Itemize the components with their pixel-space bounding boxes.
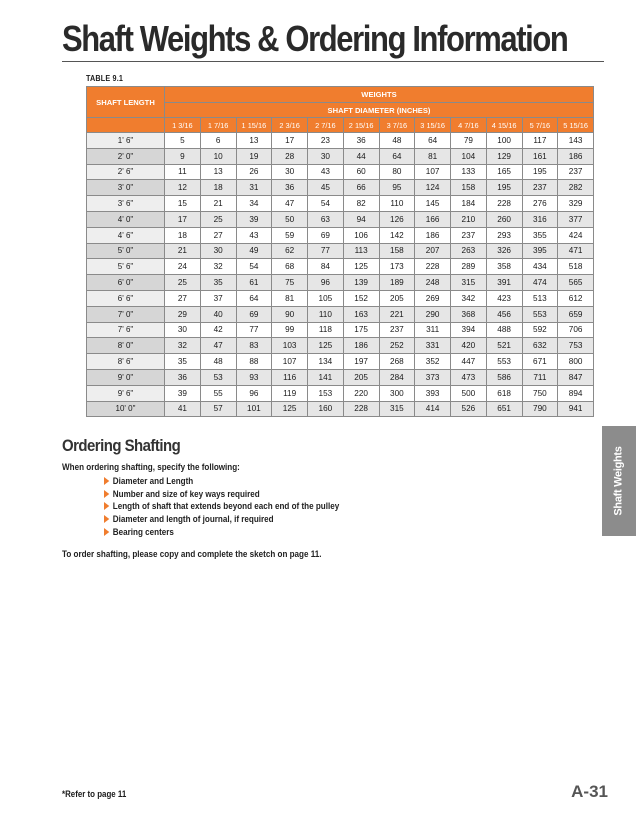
weight-cell: 48 xyxy=(200,354,236,370)
table-label: TABLE 9.1 xyxy=(86,74,124,83)
weight-cell: 526 xyxy=(451,401,487,417)
weight-cell: 289 xyxy=(451,259,487,275)
weight-cell: 228 xyxy=(343,401,379,417)
weight-cell: 393 xyxy=(415,385,451,401)
triangle-right-icon xyxy=(104,490,109,498)
weight-cell: 352 xyxy=(415,354,451,370)
diameter-header-cell: 2 7/16 xyxy=(308,118,344,133)
weight-cell: 125 xyxy=(272,401,308,417)
weight-cell: 186 xyxy=(415,227,451,243)
shaft-length-cell: 8' 0" xyxy=(87,338,165,354)
weight-cell: 48 xyxy=(379,133,415,149)
weight-cell: 184 xyxy=(451,196,487,212)
weight-cell: 119 xyxy=(272,385,308,401)
shaft-length-cell: 4' 6" xyxy=(87,227,165,243)
weight-cell: 373 xyxy=(415,369,451,385)
weight-cell: 44 xyxy=(343,148,379,164)
shaft-length-cell: 7' 0" xyxy=(87,306,165,322)
weight-cell: 45 xyxy=(308,180,344,196)
list-item xyxy=(104,513,339,526)
weight-cell: 750 xyxy=(522,385,558,401)
table-row xyxy=(87,227,594,243)
weight-cell: 651 xyxy=(486,401,522,417)
weight-cell: 158 xyxy=(379,243,415,259)
weight-cell: 129 xyxy=(486,148,522,164)
weight-cell: 237 xyxy=(522,180,558,196)
weight-cell: 17 xyxy=(165,211,201,227)
weight-cell: 394 xyxy=(451,322,487,338)
diameter-header-cell: 1 3/16 xyxy=(165,118,201,133)
list-item xyxy=(104,488,339,501)
diameter-header-cell: 3 7/16 xyxy=(379,118,415,133)
weight-cell: 282 xyxy=(558,180,594,196)
shaft-length-cell: 4' 0" xyxy=(87,211,165,227)
weight-cell: 66 xyxy=(343,180,379,196)
shaft-length-cell: 1' 6" xyxy=(87,133,165,149)
weight-cell: 13 xyxy=(236,133,272,149)
weight-cell: 197 xyxy=(343,354,379,370)
table-row xyxy=(87,259,594,275)
table-row xyxy=(87,275,594,291)
weight-cell: 35 xyxy=(200,275,236,291)
weight-cell: 49 xyxy=(236,243,272,259)
weight-cell: 36 xyxy=(272,180,308,196)
weight-cell: 210 xyxy=(451,211,487,227)
weight-cell: 753 xyxy=(558,338,594,354)
weight-cell: 894 xyxy=(558,385,594,401)
ordering-section-title: Ordering Shafting xyxy=(62,436,181,455)
weight-cell: 26 xyxy=(236,164,272,180)
weight-cell: 163 xyxy=(343,306,379,322)
weight-cell: 39 xyxy=(165,385,201,401)
weight-cell: 145 xyxy=(415,196,451,212)
weight-cell: 27 xyxy=(200,227,236,243)
weight-cell: 139 xyxy=(343,275,379,291)
weight-cell: 40 xyxy=(200,306,236,322)
shaft-length-cell: 8' 6" xyxy=(87,354,165,370)
weight-cell: 36 xyxy=(165,369,201,385)
weight-cell: 30 xyxy=(272,164,308,180)
table-row xyxy=(87,290,594,306)
weight-cell: 32 xyxy=(165,338,201,354)
weight-cell: 424 xyxy=(558,227,594,243)
shaft-length-header: SHAFT LENGTH xyxy=(87,87,165,118)
list-item-label: Number and size of key ways required xyxy=(112,488,260,499)
list-item-label: Bearing centers xyxy=(112,526,174,537)
weight-cell: 500 xyxy=(451,385,487,401)
diameter-header-cell: 5 15/16 xyxy=(558,118,594,133)
weight-cell: 133 xyxy=(451,164,487,180)
list-item-label: Length of shaft that extends beyond each end of the pulley xyxy=(112,501,340,512)
weight-cell: 205 xyxy=(379,290,415,306)
weight-cell: 134 xyxy=(308,354,344,370)
weight-cell: 54 xyxy=(236,259,272,275)
diameter-header-cell: 3 15/16 xyxy=(415,118,451,133)
table-row xyxy=(87,338,594,354)
shaft-length-cell: 10' 0" xyxy=(87,401,165,417)
list-item xyxy=(104,500,339,513)
weight-cell: 315 xyxy=(379,401,415,417)
weight-cell: 195 xyxy=(486,180,522,196)
triangle-right-icon xyxy=(104,515,109,523)
list-item xyxy=(104,525,339,538)
weight-cell: 28 xyxy=(272,148,308,164)
weight-cell: 228 xyxy=(415,259,451,275)
weight-cell: 565 xyxy=(558,275,594,291)
weight-cell: 63 xyxy=(308,211,344,227)
weight-cell: 521 xyxy=(486,338,522,354)
weight-cell: 355 xyxy=(522,227,558,243)
diameter-header-cell: 2 3/16 xyxy=(272,118,308,133)
weight-cell: 107 xyxy=(272,354,308,370)
weight-cell: 23 xyxy=(308,133,344,149)
ordering-outro: To order shafting, please copy and complete the sketch on page 11. xyxy=(62,549,322,559)
shaft-length-cell: 6' 0" xyxy=(87,275,165,291)
weight-cell: 100 xyxy=(486,133,522,149)
weight-cell: 161 xyxy=(522,148,558,164)
weight-cell: 553 xyxy=(522,306,558,322)
shaft-length-cell: 2' 0" xyxy=(87,148,165,164)
weight-cell: 36 xyxy=(343,133,379,149)
weight-cell: 205 xyxy=(343,369,379,385)
weight-cell: 12 xyxy=(165,180,201,196)
weight-cell: 143 xyxy=(558,133,594,149)
list-item-label: Diameter and length of journal, if required xyxy=(112,514,274,525)
shaft-length-cell: 5' 6" xyxy=(87,259,165,275)
weight-cell: 30 xyxy=(308,148,344,164)
weight-cell: 9 xyxy=(165,148,201,164)
shaft-length-cell: 7' 6" xyxy=(87,322,165,338)
weight-cell: 18 xyxy=(165,227,201,243)
weight-cell: 77 xyxy=(308,243,344,259)
weight-cell: 117 xyxy=(522,133,558,149)
weight-cell: 81 xyxy=(272,290,308,306)
weight-cell: 358 xyxy=(486,259,522,275)
weight-cell: 125 xyxy=(343,259,379,275)
diameter-header-cell: 2 15/16 xyxy=(343,118,379,133)
weight-cell: 706 xyxy=(558,322,594,338)
table-row xyxy=(87,354,594,370)
weight-cell: 95 xyxy=(379,180,415,196)
weight-cell: 13 xyxy=(200,164,236,180)
weight-cell: 414 xyxy=(415,401,451,417)
diameter-header-cell: 1 15/16 xyxy=(236,118,272,133)
diameter-header-cell: 4 15/16 xyxy=(486,118,522,133)
weight-cell: 166 xyxy=(415,211,451,227)
weight-cell: 800 xyxy=(558,354,594,370)
weight-cell: 315 xyxy=(451,275,487,291)
weight-cell: 103 xyxy=(272,338,308,354)
weight-cell: 391 xyxy=(486,275,522,291)
weight-cell: 39 xyxy=(236,211,272,227)
weight-cell: 42 xyxy=(200,322,236,338)
weight-cell: 263 xyxy=(451,243,487,259)
table-row xyxy=(87,164,594,180)
page-title: Shaft Weights & Ordering Information xyxy=(62,18,568,59)
weight-cell: 142 xyxy=(379,227,415,243)
weight-cell: 30 xyxy=(200,243,236,259)
weight-cell: 18 xyxy=(200,180,236,196)
weight-cell: 847 xyxy=(558,369,594,385)
triangle-right-icon xyxy=(104,502,109,510)
weight-cell: 124 xyxy=(415,180,451,196)
shaft-length-cell: 3' 6" xyxy=(87,196,165,212)
weight-cell: 290 xyxy=(415,306,451,322)
weight-cell: 68 xyxy=(272,259,308,275)
weight-cell: 331 xyxy=(415,338,451,354)
weight-cell: 165 xyxy=(486,164,522,180)
shaft-length-cell: 2' 6" xyxy=(87,164,165,180)
table-row xyxy=(87,369,594,385)
weight-cell: 60 xyxy=(343,164,379,180)
weight-cell: 17 xyxy=(272,133,308,149)
weight-cell: 152 xyxy=(343,290,379,306)
weight-cell: 125 xyxy=(308,338,344,354)
table-row xyxy=(87,133,594,149)
weight-cell: 29 xyxy=(165,306,201,322)
weight-cell: 420 xyxy=(451,338,487,354)
footnote: *Refer to page 11 xyxy=(62,789,127,799)
weight-cell: 24 xyxy=(165,259,201,275)
table-row xyxy=(87,401,594,417)
weight-cell: 37 xyxy=(200,290,236,306)
weight-cell: 423 xyxy=(486,290,522,306)
weight-cell: 175 xyxy=(343,322,379,338)
weight-cell: 711 xyxy=(522,369,558,385)
weight-cell: 15 xyxy=(165,196,201,212)
weight-cell: 10 xyxy=(200,148,236,164)
weight-cell: 195 xyxy=(522,164,558,180)
weight-cell: 260 xyxy=(486,211,522,227)
weight-cell: 43 xyxy=(236,227,272,243)
table-row xyxy=(87,385,594,401)
weight-cell: 30 xyxy=(165,322,201,338)
weight-cell: 311 xyxy=(415,322,451,338)
weight-cell: 456 xyxy=(486,306,522,322)
weight-cell: 64 xyxy=(415,133,451,149)
weight-cell: 47 xyxy=(200,338,236,354)
weight-cell: 54 xyxy=(308,196,344,212)
weight-cell: 153 xyxy=(308,385,344,401)
weight-cell: 612 xyxy=(558,290,594,306)
weight-cell: 474 xyxy=(522,275,558,291)
weight-cell: 300 xyxy=(379,385,415,401)
list-item-label: Diameter and Length xyxy=(112,476,194,487)
weight-cell: 55 xyxy=(200,385,236,401)
weight-cell: 329 xyxy=(558,196,594,212)
weight-cell: 104 xyxy=(451,148,487,164)
weight-cell: 34 xyxy=(236,196,272,212)
table-row xyxy=(87,196,594,212)
weight-cell: 473 xyxy=(451,369,487,385)
weight-cell: 207 xyxy=(415,243,451,259)
weight-cell: 84 xyxy=(308,259,344,275)
shaft-weights-table xyxy=(86,86,594,417)
table-row xyxy=(87,180,594,196)
weight-cell: 186 xyxy=(558,148,594,164)
weight-cell: 6 xyxy=(200,133,236,149)
weight-cell: 659 xyxy=(558,306,594,322)
weight-cell: 252 xyxy=(379,338,415,354)
weight-cell: 158 xyxy=(451,180,487,196)
shaft-length-cell: 6' 6" xyxy=(87,290,165,306)
shaft-length-cell: 5' 0" xyxy=(87,243,165,259)
weight-cell: 61 xyxy=(236,275,272,291)
table-row xyxy=(87,211,594,227)
weight-cell: 248 xyxy=(415,275,451,291)
table-row xyxy=(87,322,594,338)
weight-cell: 518 xyxy=(558,259,594,275)
weight-cell: 41 xyxy=(165,401,201,417)
weights-header: WEIGHTS xyxy=(165,87,594,103)
weight-cell: 90 xyxy=(272,306,308,322)
weight-cell: 276 xyxy=(522,196,558,212)
weight-cell: 80 xyxy=(379,164,415,180)
weight-cell: 19 xyxy=(236,148,272,164)
weight-cell: 69 xyxy=(308,227,344,243)
weight-cell: 632 xyxy=(522,338,558,354)
section-side-tab xyxy=(602,426,636,536)
diameter-header-cell: 5 7/16 xyxy=(522,118,558,133)
weight-cell: 377 xyxy=(558,211,594,227)
weight-cell: 126 xyxy=(379,211,415,227)
weight-cell: 116 xyxy=(272,369,308,385)
weight-cell: 96 xyxy=(236,385,272,401)
weight-cell: 488 xyxy=(486,322,522,338)
weight-cell: 93 xyxy=(236,369,272,385)
weight-cell: 671 xyxy=(522,354,558,370)
diameter-header-cell: 4 7/16 xyxy=(451,118,487,133)
weight-cell: 586 xyxy=(486,369,522,385)
weight-cell: 43 xyxy=(308,164,344,180)
weight-cell: 101 xyxy=(236,401,272,417)
weight-cell: 69 xyxy=(236,306,272,322)
weight-cell: 50 xyxy=(272,211,308,227)
weight-cell: 316 xyxy=(522,211,558,227)
weight-cell: 64 xyxy=(379,148,415,164)
ordering-intro: When ordering shafting, specify the following: xyxy=(62,462,240,472)
triangle-right-icon xyxy=(104,528,109,536)
weight-cell: 110 xyxy=(379,196,415,212)
weight-cell: 173 xyxy=(379,259,415,275)
weight-cell: 471 xyxy=(558,243,594,259)
weight-cell: 83 xyxy=(236,338,272,354)
weight-cell: 186 xyxy=(343,338,379,354)
weight-cell: 27 xyxy=(165,290,201,306)
weight-cell: 221 xyxy=(379,306,415,322)
triangle-right-icon xyxy=(104,477,109,485)
weight-cell: 62 xyxy=(272,243,308,259)
table-row xyxy=(87,306,594,322)
diameter-header-cell: 1 7/16 xyxy=(200,118,236,133)
weight-cell: 447 xyxy=(451,354,487,370)
weight-cell: 107 xyxy=(415,164,451,180)
shaft-diameter-header: SHAFT DIAMETER (INCHES) xyxy=(165,103,594,118)
weight-cell: 105 xyxy=(308,290,344,306)
weight-cell: 75 xyxy=(272,275,308,291)
weight-cell: 268 xyxy=(379,354,415,370)
weight-cell: 31 xyxy=(236,180,272,196)
shaft-length-cell: 9' 0" xyxy=(87,369,165,385)
weight-cell: 141 xyxy=(308,369,344,385)
list-item xyxy=(104,475,339,488)
weight-cell: 293 xyxy=(486,227,522,243)
weight-cell: 326 xyxy=(486,243,522,259)
weight-cell: 32 xyxy=(200,259,236,275)
weight-cell: 113 xyxy=(343,243,379,259)
weight-cell: 5 xyxy=(165,133,201,149)
page-number: A-31 xyxy=(571,782,608,801)
weight-cell: 237 xyxy=(558,164,594,180)
weight-cell: 513 xyxy=(522,290,558,306)
weight-cell: 368 xyxy=(451,306,487,322)
weight-cell: 118 xyxy=(308,322,344,338)
weight-cell: 94 xyxy=(343,211,379,227)
weight-cell: 189 xyxy=(379,275,415,291)
weight-cell: 57 xyxy=(200,401,236,417)
weight-cell: 11 xyxy=(165,164,201,180)
empty-header-cell xyxy=(87,118,165,133)
weight-cell: 21 xyxy=(165,243,201,259)
weight-cell: 77 xyxy=(236,322,272,338)
weight-cell: 47 xyxy=(272,196,308,212)
table-row xyxy=(87,148,594,164)
shaft-length-cell: 9' 6" xyxy=(87,385,165,401)
weight-cell: 434 xyxy=(522,259,558,275)
weight-cell: 342 xyxy=(451,290,487,306)
weight-cell: 220 xyxy=(343,385,379,401)
weight-cell: 941 xyxy=(558,401,594,417)
weight-cell: 96 xyxy=(308,275,344,291)
weight-cell: 88 xyxy=(236,354,272,370)
weight-cell: 228 xyxy=(486,196,522,212)
weight-cell: 53 xyxy=(200,369,236,385)
weight-cell: 82 xyxy=(343,196,379,212)
shaft-length-cell: 3' 0" xyxy=(87,180,165,196)
weight-cell: 790 xyxy=(522,401,558,417)
title-divider xyxy=(62,61,604,62)
weight-cell: 79 xyxy=(451,133,487,149)
weight-cell: 64 xyxy=(236,290,272,306)
weight-cell: 110 xyxy=(308,306,344,322)
weight-cell: 59 xyxy=(272,227,308,243)
weight-cell: 99 xyxy=(272,322,308,338)
weight-cell: 269 xyxy=(415,290,451,306)
weight-cell: 106 xyxy=(343,227,379,243)
table-row xyxy=(87,243,594,259)
weight-cell: 25 xyxy=(200,211,236,227)
side-tab-label: Shaft Weights xyxy=(613,446,626,516)
weight-cell: 237 xyxy=(379,322,415,338)
weight-cell: 553 xyxy=(486,354,522,370)
weight-cell: 284 xyxy=(379,369,415,385)
weight-cell: 81 xyxy=(415,148,451,164)
weight-cell: 395 xyxy=(522,243,558,259)
weight-cell: 160 xyxy=(308,401,344,417)
weight-cell: 618 xyxy=(486,385,522,401)
weight-cell: 237 xyxy=(451,227,487,243)
weight-cell: 25 xyxy=(165,275,201,291)
weight-cell: 21 xyxy=(200,196,236,212)
weight-cell: 35 xyxy=(165,354,201,370)
weight-cell: 592 xyxy=(522,322,558,338)
ordering-list xyxy=(104,475,371,538)
